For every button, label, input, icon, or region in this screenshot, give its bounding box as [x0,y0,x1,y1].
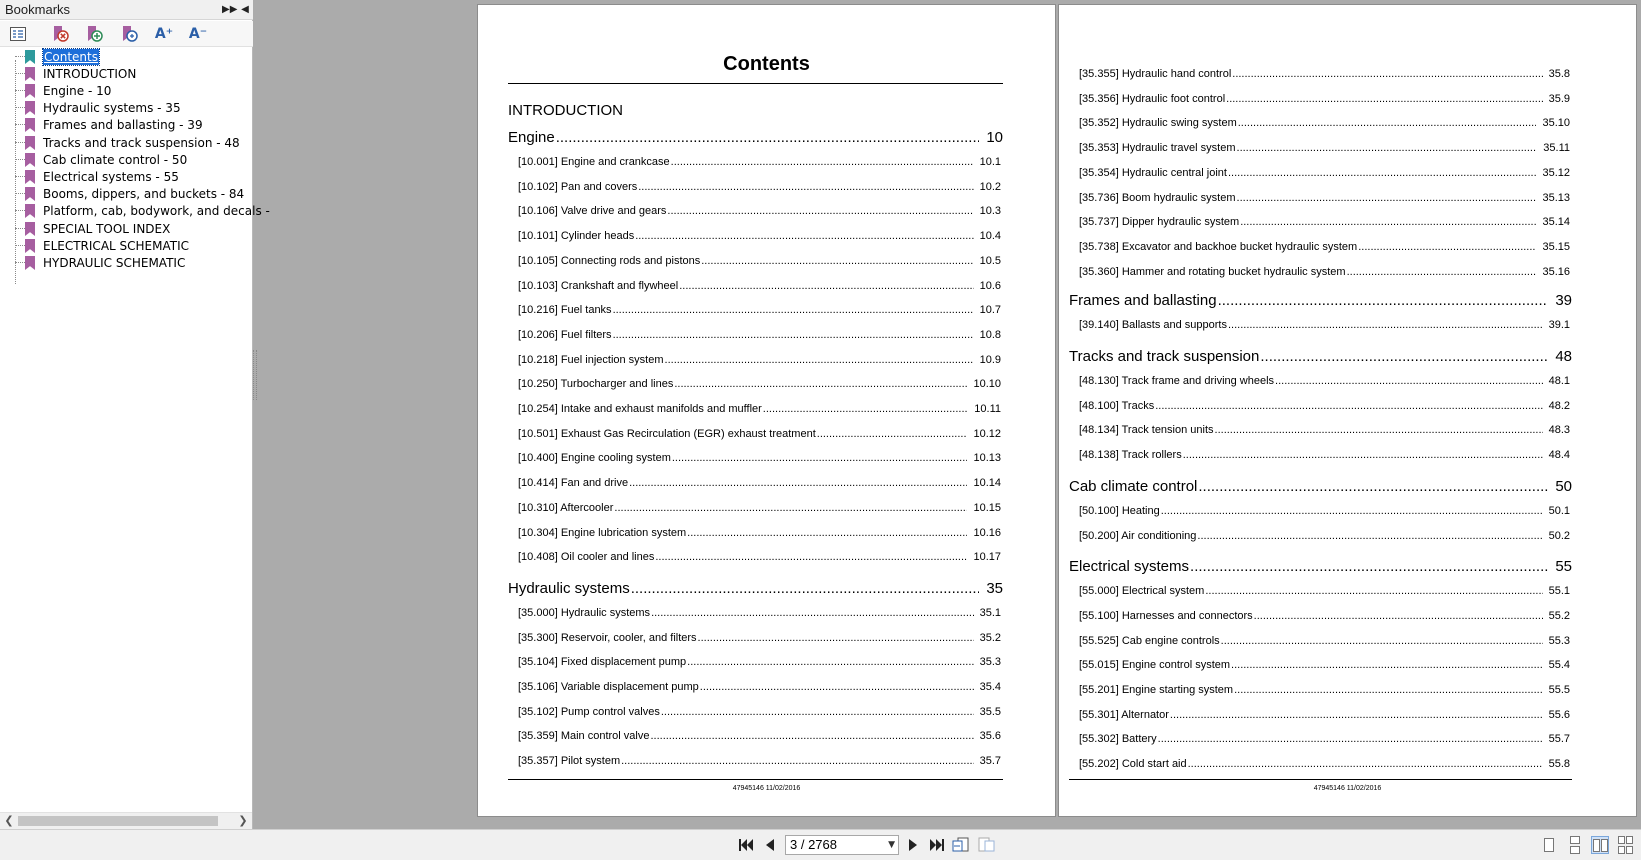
navigation-bar [0,829,1641,860]
toc-entry-text: [10.105] Connecting rods and pistons [518,254,701,267]
toc-section-title: Electrical systems [1069,558,1190,576]
bookmark-label: Electrical systems - 55 [43,170,179,184]
toc-section-row[interactable] [508,580,1003,598]
toc-introduction[interactable]: INTRODUCTION [508,102,623,119]
bookmark-item-special-tool-index[interactable] [0,220,253,238]
toc-entry-row[interactable] [1079,375,1570,389]
bookmark-item-introduction[interactable] [0,65,253,83]
toc-entry-text: [35.357] Pilot system [518,755,621,768]
toc-entry-row[interactable] [518,477,1001,491]
toc-entry-text: [35.102] Pump control valves [518,705,660,718]
bookmark-label: Hydraulic systems - 35 [43,101,181,115]
toc-entry-row[interactable] [1079,400,1570,414]
toc-dot-leader [1232,68,1542,80]
bookmark-tree [0,48,270,812]
scrollbar-thumb[interactable] [18,816,218,826]
page-number-select[interactable] [785,835,899,855]
toc-page-number: 10.15 [973,501,1001,514]
toc-dot-leader [1215,424,1543,436]
bookmark-icon [25,101,35,115]
toc-section-row[interactable] [1069,558,1572,576]
toc-page-number: 10.17 [973,551,1001,564]
toc-section-row[interactable] [1069,292,1572,310]
toc-page-number: 10.6 [979,279,1001,292]
toc-entry-row[interactable] [1079,319,1570,333]
toc-page-number: 55 [1555,558,1572,576]
toc-page-number: 55.4 [1548,659,1570,672]
toc-dot-leader [635,230,973,242]
bookmark-icon [25,222,35,236]
toc-dot-leader [1183,449,1543,461]
toc-dot-leader [629,477,967,489]
bookmark-icon [25,136,35,150]
bookmark-label: Platform, cab, bodywork, and decals - [43,204,270,218]
bookmark-item-electrical-systems[interactable] [0,168,253,186]
toc-entry-row[interactable] [518,280,1001,294]
toc-dot-leader [1228,167,1537,179]
toc-entry-text: [10.250] Turbocharger and lines [518,378,674,391]
next-page-icon[interactable] [904,836,922,854]
toc-dot-leader [631,580,980,597]
bookmark-item-hydraulic-schematic[interactable] [0,254,253,272]
toc-entry-text: [55.015] Engine control system [1079,659,1231,672]
toc-entry-row[interactable] [1079,117,1570,131]
toc-entry-text: [55.201] Engine starting system [1079,684,1234,696]
toc-page-number: 35.4 [979,681,1001,693]
toc-entry-row[interactable] [1079,709,1570,723]
toc-page-number: 10.16 [973,526,1001,539]
facing-view-icon[interactable] [1591,836,1609,854]
toc-entry-text: [35.354] Hydraulic central joint [1079,166,1227,179]
toc-dot-leader [667,205,973,217]
toc-page-number: 48.2 [1548,399,1570,412]
toc-entry-row[interactable] [518,205,1001,219]
document-page-left [477,4,1056,817]
toc-page-number: 48.1 [1548,375,1570,387]
toc-page-number: 50.1 [1548,504,1570,517]
bookmark-item-frames-and-ballasting[interactable] [0,116,253,134]
toc-page-number: 48.4 [1548,449,1570,462]
bookmark-item-booms[interactable] [0,185,253,203]
toc-entry-text: [55.000] Electrical system [1079,585,1205,598]
toc-page-number: 48.3 [1548,424,1570,437]
toc-dot-leader [614,502,967,514]
bookmark-icon [25,50,35,64]
toc-page-number: 55.3 [1548,634,1570,647]
panel-close-icon[interactable]: ◀ [241,4,249,15]
toc-entry-row[interactable] [518,354,1001,368]
toc-dot-leader [1190,558,1548,575]
toc-entry-row[interactable] [1079,449,1570,463]
toc-entry-row[interactable] [1079,610,1570,624]
toc-entry-row[interactable] [518,730,1001,744]
toc-entry-row[interactable] [1079,216,1570,230]
bookmark-label: Booms, dippers, and buckets - 84 [43,187,245,201]
toc-entry-text: [55.301] Alternator [1079,708,1169,721]
toc-entry-text: [35.737] Dipper hydraulic system [1079,216,1240,229]
toc-entry-row[interactable] [518,755,1001,769]
bookmark-add-icon[interactable] [84,24,104,44]
toc-entry-text: [35.736] Boom hydraulic system [1079,191,1236,204]
bookmark-icon [25,187,35,201]
toc-dot-leader [1347,266,1537,278]
toc-entry-row[interactable] [518,607,1001,621]
toc-entry-row[interactable] [1079,241,1570,255]
toc-dot-leader [679,280,973,292]
continuous-facing-view-icon[interactable] [1617,836,1635,854]
toc-entry-row[interactable] [518,230,1001,244]
toc-page-number: 35.15 [1542,240,1570,253]
chevron-down-icon: ▼ [888,840,895,850]
bookmark-list-icon[interactable] [8,24,28,44]
toc-entry-row[interactable] [1079,530,1570,544]
toc-entry-text: [10.218] Fuel injection system [518,353,664,366]
toc-page-number: 10.1 [979,156,1001,168]
toc-entry-text: [35.356] Hydraulic foot control [1079,92,1226,105]
toc-page-number: 10.5 [979,254,1001,267]
toc-dot-leader [1238,117,1537,129]
bookmark-icon [25,170,35,184]
bookmarks-panel-header [0,0,253,20]
bookmark-item-cab-climate[interactable] [0,151,253,169]
toc-entry-text: [10.408] Oil cooler and lines [518,551,655,564]
toc-page-number: 35.11 [1543,142,1570,155]
toc-dot-leader [661,706,974,718]
toc-entry-text: [35.352] Hydraulic swing system [1079,117,1237,130]
toc-entry-row[interactable] [518,378,1001,392]
toc-section-title: Frames and ballasting [1069,292,1217,310]
toc-entry-text: [48.100] Tracks [1079,399,1155,412]
toc-dot-leader [671,156,974,168]
toc-page-number: 55.6 [1548,708,1570,721]
toc-page-number: 55.8 [1548,758,1570,771]
toc-page-number: 55.7 [1548,733,1570,746]
toc-entry-text: [55.302] Battery [1079,733,1157,746]
toc-dot-leader [672,452,968,464]
panel-options-icon[interactable]: ▶▶ [222,4,238,15]
toc-dot-leader [1170,709,1543,721]
previous-view-icon[interactable] [952,836,970,854]
bookmark-item-hydraulic-systems[interactable] [0,99,253,117]
scroll-right-icon[interactable]: ❯ [238,814,248,827]
toc-entry-row[interactable] [1079,635,1570,649]
bookmark-item-platform[interactable] [0,202,270,220]
toc-entry-text: [48.138] Track rollers [1079,449,1182,462]
toc-entry-text: [35.355] Hydraulic hand control [1079,68,1232,80]
toc-page-number: 39.1 [1548,319,1570,332]
toc-dot-leader [687,656,973,668]
toc-section-row[interactable] [1069,478,1572,496]
toc-dot-leader [651,607,974,619]
toc-entry-row[interactable] [1079,142,1570,156]
page-footer: 47945146 11/02/2016 [732,785,801,792]
toc-page-number: 55.5 [1548,684,1570,696]
page-footer: 47945146 11/02/2016 [1313,785,1382,792]
toc-entry-text: [10.501] Exhaust Gas Recirculation (EGR) exhaust treatment [518,427,816,440]
toc-dot-leader [655,551,967,563]
toc-entry-row[interactable] [518,502,1001,516]
bookmark-icon [25,118,35,132]
toc-entry-text: [50.200] Air conditioning [1079,529,1197,542]
toc-entry-text: [10.414] Fan and drive [518,477,629,490]
bookmark-label: Cab climate control - 50 [43,153,188,167]
toc-entry-text: [55.100] Harnesses and connectors [1079,609,1253,622]
toc-entry-text: [35.106] Variable displacement pump [518,681,699,693]
toc-entry-row[interactable] [518,527,1001,541]
toc-entry-row[interactable] [518,403,1001,417]
bookmark-icon [25,204,35,218]
toc-entry-row[interactable] [1079,167,1570,181]
toc-entry-row[interactable] [1079,585,1570,599]
toc-entry-text: [35.000] Hydraulic systems [518,606,651,619]
bookmark-label: INTRODUCTION [43,67,137,81]
toc-entry-row[interactable] [1079,758,1570,772]
toc-page-number: 10.14 [973,477,1001,490]
toc-entry-row[interactable] [518,632,1001,646]
toc-page-number: 35.6 [979,730,1001,743]
toc-entry-text: [10.216] Fuel tanks [518,304,612,317]
toc-page-number: 35.16 [1542,265,1570,278]
toc-page-number: 10.8 [979,328,1001,341]
toc-page-number: 10.3 [979,205,1001,218]
bookmark-properties-icon[interactable] [119,24,139,44]
bookmark-item-tracks[interactable] [0,134,253,152]
bookmark-label: Frames and ballasting - 39 [43,118,203,132]
toc-page-number: 10.12 [973,427,1001,440]
horizontal-rule [1069,779,1572,780]
toc-page-number: 35.2 [979,631,1001,644]
toc-dot-leader [1161,505,1543,517]
toc-page-number: 35.10 [1542,117,1570,130]
toc-dot-leader [638,181,973,193]
toc-dot-leader [1237,192,1537,204]
single-page-view-icon[interactable] [1540,836,1558,854]
toc-entry-text: [10.400] Engine cooling system [518,452,671,465]
toc-entry-row[interactable] [1079,684,1570,698]
toc-entry-text: [35.360] Hammer and rotating bucket hydraulic system [1079,265,1346,278]
toc-page-number: 35 [986,579,1003,597]
bookmarks-panel [0,0,270,860]
page-indicator: 3 / 2768 [790,837,837,852]
toc-dot-leader [1231,659,1543,671]
toc-page-number: 10.4 [979,230,1001,243]
panel-splitter[interactable] [253,350,257,400]
toc-dot-leader [1240,216,1536,228]
toc-page-number: 10.9 [979,353,1001,366]
next-view-icon[interactable] [978,836,996,854]
toc-page-number: 35.13 [1542,191,1570,204]
toc-entry-text: [50.100] Heating [1079,504,1160,517]
toc-dot-leader [674,378,967,390]
toc-entry-text: [10.206] Fuel filters [518,328,612,341]
toc-page-number: 35.5 [979,705,1001,718]
toc-entry-text: [10.101] Cylinder heads [518,230,635,243]
toc-entry-row[interactable] [518,181,1001,195]
last-page-icon[interactable] [928,836,946,854]
bookmark-delete-icon[interactable] [50,24,70,44]
toc-page-number: 50.2 [1548,529,1570,542]
scroll-left-icon[interactable]: ❮ [4,814,14,827]
toc-entry-text: [55.525] Cab engine controls [1079,634,1220,647]
toc-entry-row[interactable] [1079,68,1570,82]
toc-section-title: Engine [508,129,555,146]
bookmarks-panel-title: Bookmarks [5,2,71,17]
toc-dot-leader [1205,585,1542,597]
toc-section-row[interactable] [508,129,1003,147]
toc-entry-row[interactable] [1079,266,1570,280]
font-size-increase-button[interactable]: A⁺ [154,26,174,42]
contents-heading: Contents [723,53,810,75]
toc-page-number: 50 [1555,477,1572,495]
toc-dot-leader [1237,142,1538,154]
toc-page-number: 35.1 [979,606,1001,619]
toc-entry-text: [55.202] Cold start aid [1079,758,1187,771]
toc-dot-leader [1221,635,1543,647]
document-page-right [1058,4,1637,817]
toc-entry-text: [35.738] Excavator and backhoe bucket hydraulic system [1079,240,1358,253]
toc-dot-leader [1188,758,1543,770]
toc-entry-row[interactable] [1079,733,1570,747]
bookmark-icon [25,153,35,167]
toc-dot-leader [613,329,974,341]
toc-entry-row[interactable] [1079,192,1570,206]
toc-section-row[interactable] [1069,348,1572,366]
toc-dot-leader [621,755,973,767]
toc-page-number: 35.9 [1548,92,1570,105]
bookmark-label: HYDRAULIC SCHEMATIC [43,256,186,270]
toc-entry-row[interactable] [518,551,1001,565]
toc-page-number: 35.7 [979,755,1001,768]
toc-entry-row[interactable] [518,255,1001,269]
toc-dot-leader [1260,348,1548,365]
toc-entry-row[interactable] [1079,424,1570,438]
toc-entry-text: [10.102] Pan and covers [518,180,638,193]
toc-dot-leader [650,730,973,742]
bookmark-item-engine[interactable] [0,82,253,100]
bookmark-item-contents[interactable] [0,48,253,66]
toc-entry-text: [10.310] Aftercooler [518,501,614,514]
toc-dot-leader [1254,610,1543,622]
bookmark-icon [25,256,35,270]
toc-dot-leader [1197,530,1542,542]
toc-entry-text: [35.359] Main control valve [518,730,650,743]
toc-entry-row[interactable] [518,452,1001,466]
toc-entry-text: [35.353] Hydraulic travel system [1079,142,1236,155]
toc-entry-text: [35.300] Reservoir, cooler, and filters [518,631,697,644]
toc-dot-leader [1234,684,1542,696]
toc-dot-leader [817,428,968,440]
toc-page-number: 10.13 [973,452,1001,465]
toc-page-number: 39 [1555,292,1572,310]
toc-section-title: Cab climate control [1069,477,1198,495]
toc-entry-text: [10.254] Intake and exhaust manifolds and muffler [518,403,762,415]
toc-dot-leader [613,304,974,316]
toc-page-number: 10.10 [973,378,1001,391]
toc-entry-row[interactable] [1079,505,1570,519]
continuous-view-icon[interactable] [1566,836,1584,854]
toc-entry-row[interactable] [518,681,1001,695]
toc-dot-leader [1275,375,1543,387]
toc-entry-row[interactable] [518,304,1001,318]
toc-dot-leader [556,129,980,146]
toc-entry-row[interactable] [518,156,1001,170]
toc-page-number: 48 [1555,348,1572,365]
horizontal-rule [508,779,1003,780]
toc-page-number: 35.12 [1542,166,1570,179]
toc-dot-leader [1155,400,1542,412]
toc-entry-row[interactable] [518,706,1001,720]
bookmark-label: Contents [44,50,98,64]
toc-entry-text: [10.106] Valve drive and gears [518,205,667,218]
previous-page-icon[interactable] [761,836,779,854]
toc-dot-leader [687,527,967,539]
toc-entry-text: [48.134] Track tension units [1079,424,1214,437]
horizontal-rule [508,83,1003,84]
toc-dot-leader [1158,733,1543,745]
toc-entry-row[interactable] [1079,659,1570,673]
toc-section-title: Hydraulic systems [508,579,630,597]
toc-entry-text: [10.103] Crankshaft and flywheel [518,279,679,292]
toc-entry-row[interactable] [518,656,1001,670]
toc-entry-text: [35.104] Fixed displacement pump [518,656,687,669]
toc-page-number: 35.14 [1542,216,1570,229]
toc-dot-leader [1226,93,1542,105]
toc-page-number: 10.2 [979,180,1001,193]
toc-section-title: Tracks and track suspension [1069,348,1260,365]
toc-dot-leader [700,681,974,693]
toc-entry-row[interactable] [1079,93,1570,107]
toc-dot-leader [1218,292,1549,309]
toc-dot-leader [1358,241,1536,253]
bookmarks-horizontal-scrollbar[interactable] [0,812,252,829]
first-page-icon[interactable] [737,836,755,854]
toc-entry-text: [10.001] Engine and crankcase [518,156,670,168]
toc-entry-row[interactable] [518,428,1001,442]
toc-entry-text: [39.140] Ballasts and supports [1079,319,1227,332]
toc-dot-leader [1228,319,1543,331]
toc-page-number: 10 [986,129,1003,146]
font-size-decrease-button[interactable]: A⁻ [188,26,208,42]
bookmark-item-electrical-schematic[interactable] [0,237,253,255]
bookmark-icon [25,239,35,253]
bookmark-label: Tracks and track suspension - 48 [43,136,240,150]
toc-dot-leader [763,403,968,415]
toc-page-number: 35.3 [979,656,1001,669]
bookmarks-toolbar [0,21,253,47]
toc-entry-row[interactable] [518,329,1001,343]
bookmark-label: ELECTRICAL SCHEMATIC [43,239,190,253]
toc-dot-leader [665,354,974,366]
bookmark-label: Engine - 10 [43,84,112,98]
toc-dot-leader [701,255,973,267]
toc-page-number: 35.8 [1548,68,1570,80]
toc-dot-leader [1198,478,1548,495]
toc-entry-text: [10.304] Engine lubrication system [518,526,687,539]
toc-entry-text: [48.130] Track frame and driving wheels [1079,375,1275,387]
bookmark-label: SPECIAL TOOL INDEX [43,222,171,236]
bookmark-icon [25,84,35,98]
bookmark-icon [25,67,35,81]
toc-page-number: 10.7 [979,304,1001,317]
toc-page-number: 10.11 [974,403,1001,415]
toc-page-number: 55.2 [1548,609,1570,622]
toc-dot-leader [698,632,974,644]
toc-page-number: 55.1 [1548,585,1570,598]
